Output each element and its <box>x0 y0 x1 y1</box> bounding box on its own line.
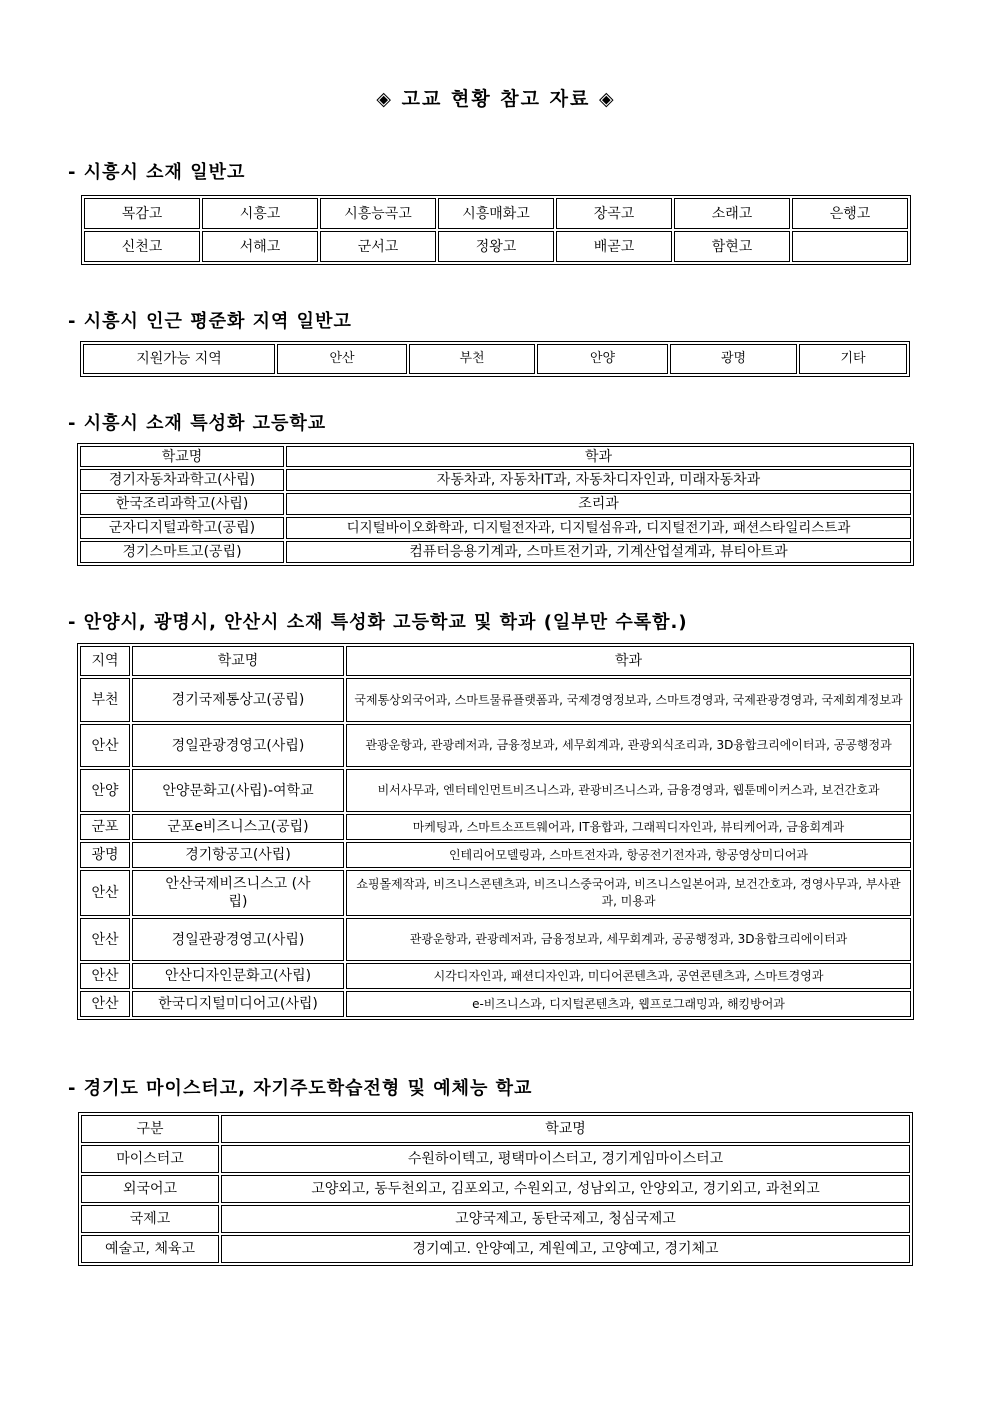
specialized-schools-table <box>77 443 914 566</box>
table-cell: 시흥매화고 <box>438 198 554 229</box>
table-cell: 한국디지털미디어고(사립) <box>132 991 344 1017</box>
table-row <box>80 814 911 840</box>
table-cell <box>792 231 908 262</box>
meister-and-arts-table <box>78 1112 913 1266</box>
table-cell: 인테리어모델링과, 스마트전자과, 항공전기전자과, 항공영상미디어과 <box>346 842 911 868</box>
table-cell: 신천고 <box>84 231 200 262</box>
table-cell: 경기자동차과학고(사립) <box>80 469 284 491</box>
table-cell: 시흥능곡고 <box>320 198 436 229</box>
page-title: ◈ 고교 현황 참고 자료 ◈ <box>376 88 616 110</box>
table-cell: 자동차과, 자동차IT과, 자동차디자인과, 미래자동차과 <box>286 469 911 491</box>
table-cell: 컴퓨터응용기계과, 스마트전기과, 기계산업설계과, 뷰티아트과 <box>286 541 911 563</box>
table-cell: 배곧고 <box>556 231 672 262</box>
table-cell: 조리과 <box>286 493 911 515</box>
table-cell: 경일관광경영고(사립) <box>132 918 344 961</box>
table-row <box>80 870 911 916</box>
section-heading-meister-and-arts: - 경기도 마이스터고, 자기주도학습전형 및 예체능 학교 <box>68 1078 533 1099</box>
table-row <box>80 769 911 812</box>
table-cell: 군서고 <box>320 231 436 262</box>
table-cell: 안양 <box>80 769 130 812</box>
table-cell: 예술고, 체육고 <box>81 1235 219 1263</box>
general-schools-table <box>81 195 911 265</box>
table-header-cell: 학과 <box>286 446 911 467</box>
table-row <box>80 842 911 868</box>
table-cell: 광명 <box>80 842 130 868</box>
table-row <box>80 963 911 989</box>
table-cell: 지원가능 지역 <box>83 344 275 374</box>
table-header-cell: 학교명 <box>132 646 344 676</box>
table-cell: 안산국제비즈니스고 (사립) <box>132 870 344 916</box>
table-cell: 안산 <box>80 918 130 961</box>
table-cell: 기타 <box>799 344 907 374</box>
section-heading-regional-specialized: - 안양시, 광명시, 안산시 소재 특성화 고등학교 및 학과 (일부만 수록함.) <box>68 612 688 633</box>
table-cell: 고양외고, 동두천외고, 김포외고, 수원외고, 성남외고, 안양외고, 경기외고, 과천외고 <box>221 1175 910 1203</box>
table-cell: 경일관광경영고(사립) <box>132 724 344 767</box>
table-cell: 소래고 <box>674 198 790 229</box>
table-header-cell: 지역 <box>80 646 130 676</box>
table-row <box>80 541 911 563</box>
table-cell: 쇼핑몰제작과, 비즈니스콘텐츠과, 비즈니스중국어과, 비즈니스일본어과, 보건간호과, 경영사무과, 부사관과, 미용과 <box>346 870 911 916</box>
table-cell: 고양국제고, 동탄국제고, 청심국제고 <box>221 1205 910 1233</box>
table-cell: 장곡고 <box>556 198 672 229</box>
table-cell: 서해고 <box>202 231 318 262</box>
table-cell: 안산 <box>80 991 130 1017</box>
table-cell: e-비즈니스과, 디지털콘텐츠과, 웹프로그래밍과, 해킹방어과 <box>346 991 911 1017</box>
table-row <box>81 1145 910 1173</box>
table-row <box>80 724 911 767</box>
table-cell: 안산디자인문화고(사립) <box>132 963 344 989</box>
table-cell: 국제통상외국어과, 스마트물류플랫폼과, 국제경영정보과, 스마트경영과, 국제관광경영과, 국제회계정보과 <box>346 678 911 722</box>
table-cell: 정왕고 <box>438 231 554 262</box>
table-header-cell: 구분 <box>81 1115 219 1143</box>
table-cell: 경기스마트고(공립) <box>80 541 284 563</box>
table-cell: 시각디자인과, 패션디자인과, 미디어콘텐츠과, 공연콘텐츠과, 스마트경영과 <box>346 963 911 989</box>
table-cell: 시흥고 <box>202 198 318 229</box>
regional-specialized-table <box>77 643 914 1020</box>
table-cell: 부천 <box>80 678 130 722</box>
table-cell: 함현고 <box>674 231 790 262</box>
nearby-regions-table <box>80 341 910 377</box>
table-row <box>80 646 911 676</box>
table-cell: 부천 <box>409 344 535 374</box>
table-cell: 마이스터고 <box>81 1145 219 1173</box>
table-row <box>80 918 911 961</box>
table-row <box>80 469 911 491</box>
section-heading-general-schools: - 시흥시 소재 일반고 <box>68 162 246 183</box>
section-heading-specialized-schools: - 시흥시 소재 특성화 고등학교 <box>68 413 327 434</box>
table-row <box>80 678 911 722</box>
table-cell: 안산 <box>80 870 130 916</box>
table-cell: 관광운항과, 관광레저과, 금융정보과, 세무회계과, 관광외식조리과, 3D융합크리에이터과, 공공행정과 <box>346 724 911 767</box>
table-cell: 안산 <box>277 344 407 374</box>
table-cell: 은행고 <box>792 198 908 229</box>
table-cell: 군포 <box>80 814 130 840</box>
table-cell: 마케팅과, 스마트소프트웨어과, IT융합과, 그래픽디자인과, 뷰티케어과, 금융회계과 <box>346 814 911 840</box>
table-cell: 경기예고. 안양예고, 계원예고, 고양예고, 경기체고 <box>221 1235 910 1263</box>
table-row <box>80 493 911 515</box>
table-cell: 국제고 <box>81 1205 219 1233</box>
table-cell: 군포e비즈니스고(공립) <box>132 814 344 840</box>
table-cell: 관광운항과, 관광레저과, 금융정보과, 세무회계과, 공공행정과, 3D융합크리에이터과 <box>346 918 911 961</box>
table-row <box>83 344 907 374</box>
table-row <box>81 1115 910 1143</box>
table-row <box>84 231 908 262</box>
table-cell: 외국어고 <box>81 1175 219 1203</box>
table-cell: 광명 <box>670 344 797 374</box>
table-cell: 목감고 <box>84 198 200 229</box>
table-row <box>81 1235 910 1263</box>
table-cell: 수원하이텍고, 평택마이스터고, 경기게임마이스터고 <box>221 1145 910 1173</box>
table-row <box>81 1205 910 1233</box>
table-cell: 안산 <box>80 724 130 767</box>
table-cell: 경기항공고(사립) <box>132 842 344 868</box>
table-row <box>80 991 911 1017</box>
table-cell: 군자디지털과학고(공립) <box>80 517 284 539</box>
table-header-cell: 학교명 <box>221 1115 910 1143</box>
table-cell: 디지털바이오화학과, 디지털전자과, 디지털섬유과, 디지털전기과, 패션스타일리스트과 <box>286 517 911 539</box>
table-row <box>80 517 911 539</box>
section-heading-nearby-regions: - 시흥시 인근 평준화 지역 일반고 <box>68 311 352 332</box>
table-row <box>80 446 911 467</box>
table-cell: 비서사무과, 엔터테인먼트비즈니스과, 관광비즈니스과, 금융경영과, 웹툰메이커스과, 보건간호과 <box>346 769 911 812</box>
table-header-cell: 학교명 <box>80 446 284 467</box>
table-row <box>84 198 908 229</box>
table-cell: 안양 <box>537 344 668 374</box>
table-cell: 안산 <box>80 963 130 989</box>
table-header-cell: 학과 <box>346 646 911 676</box>
table-cell: 한국조리과학고(사립) <box>80 493 284 515</box>
table-cell: 경기국제통상고(공립) <box>132 678 344 722</box>
table-row <box>81 1175 910 1203</box>
table-cell: 안양문화고(사립)-여학교 <box>132 769 344 812</box>
